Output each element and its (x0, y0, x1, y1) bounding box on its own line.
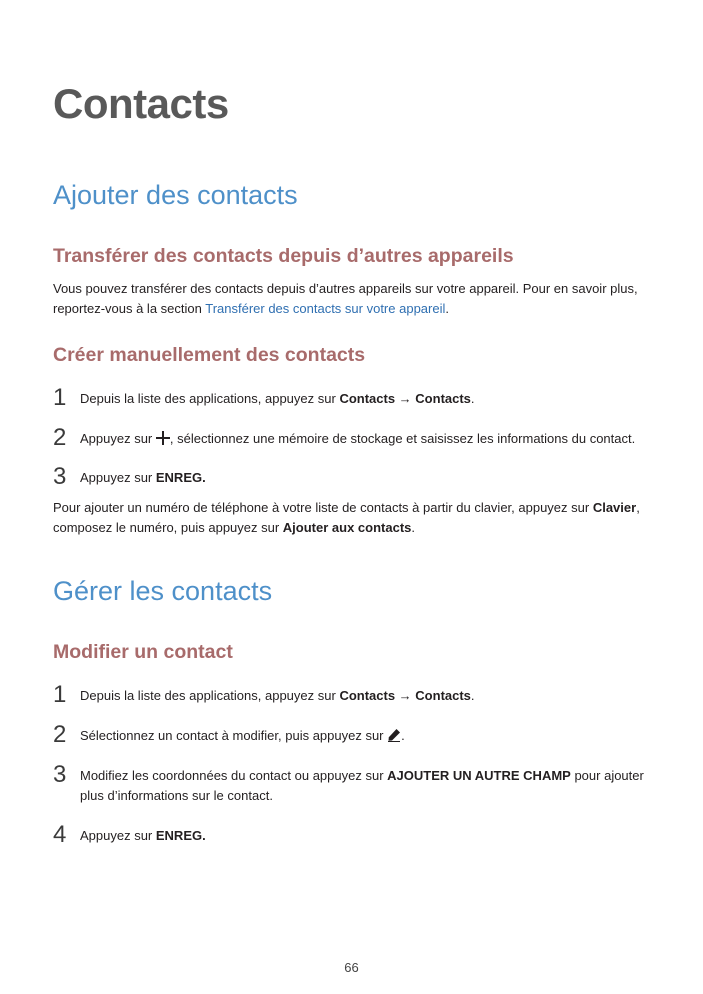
step-text (80, 766, 660, 806)
ui-label-enreg: ENREG. (155, 828, 206, 843)
note-text: . (411, 520, 416, 535)
step-text (80, 429, 660, 449)
ui-label-enreg: ENREG. (155, 470, 206, 485)
subsection-heading-transfer: Transférer des contacts depuis d’autres appareils (53, 245, 514, 267)
step-text (80, 468, 660, 488)
step-text (80, 389, 660, 409)
note-text: Pour ajouter un numéro de téléphone à votre liste de contacts à partir du clavier, appuyez sur (53, 500, 593, 515)
step-text (80, 686, 660, 706)
step-number: 2 (53, 424, 67, 451)
step-text (80, 726, 660, 746)
ui-label-add-field: AJOUTER UN AUTRE CHAMP (387, 768, 571, 783)
step-text-part: , sélectionnez une mémoire de stockage et saisissez les informations du contact. (169, 431, 636, 446)
ui-label-contacts: Contacts (339, 688, 396, 703)
ui-label-ajouter-aux-contacts: Ajouter aux contacts (282, 520, 412, 535)
step-text-part: Appuyez sur (80, 431, 156, 446)
step-text-part: . (401, 728, 405, 743)
page-title: Contacts (53, 80, 229, 127)
ui-label-contacts: Contacts (415, 688, 471, 703)
step-text-part: Sélectionnez un contact à modifier, puis appuyez sur (80, 728, 388, 743)
keypad-note (53, 498, 653, 538)
transfer-paragraph (53, 279, 653, 319)
step-text-part: Appuyez sur (80, 828, 156, 843)
transfer-text: Vous pouvez transférer des contacts depuis d’autres appareils sur votre appareil. Pour en savoir plus, reportez-vous à la section (53, 281, 638, 316)
plus-icon (156, 431, 170, 445)
ui-label-contacts: Contacts (339, 391, 396, 406)
step-number: 2 (53, 721, 67, 748)
transfer-link[interactable]: Transférer des contacts sur votre appareil (205, 301, 446, 316)
step-text-part: Depuis la liste des applications, appuyez sur (80, 391, 340, 406)
step-number: 3 (53, 761, 67, 788)
step-text-part: Depuis la liste des applications, appuyez sur (80, 688, 340, 703)
step-number: 1 (53, 384, 67, 411)
arrow-text: → (395, 391, 416, 406)
arrow-text: → (395, 688, 416, 703)
section-heading-manage-contacts: Gérer les contacts (53, 576, 273, 606)
note-text: , composez le numéro, puis appuyez sur (53, 500, 640, 535)
transfer-text-end: . (445, 301, 449, 316)
step-number: 4 (53, 821, 67, 848)
step-number: 1 (53, 681, 67, 708)
step-number: 3 (53, 463, 67, 490)
step-text (80, 826, 660, 846)
step-text-part: . (470, 688, 475, 703)
ui-label-contacts: Contacts (415, 391, 471, 406)
page-number: 66 (344, 960, 359, 975)
step-text-part: . (470, 391, 475, 406)
ui-label-clavier: Clavier (592, 500, 637, 515)
step-text-part: Appuyez sur (80, 470, 156, 485)
step-text-part: Modifiez les coordonnées du contact ou appuyez sur (80, 768, 388, 783)
section-heading-add-contacts: Ajouter des contacts (53, 180, 298, 210)
subsection-heading-manual: Créer manuellement des contacts (53, 344, 366, 366)
subsection-heading-edit: Modifier un contact (53, 641, 233, 663)
pencil-icon (387, 728, 401, 742)
step-text-part: pour ajouter plus d’informations sur le contact. (80, 768, 644, 803)
